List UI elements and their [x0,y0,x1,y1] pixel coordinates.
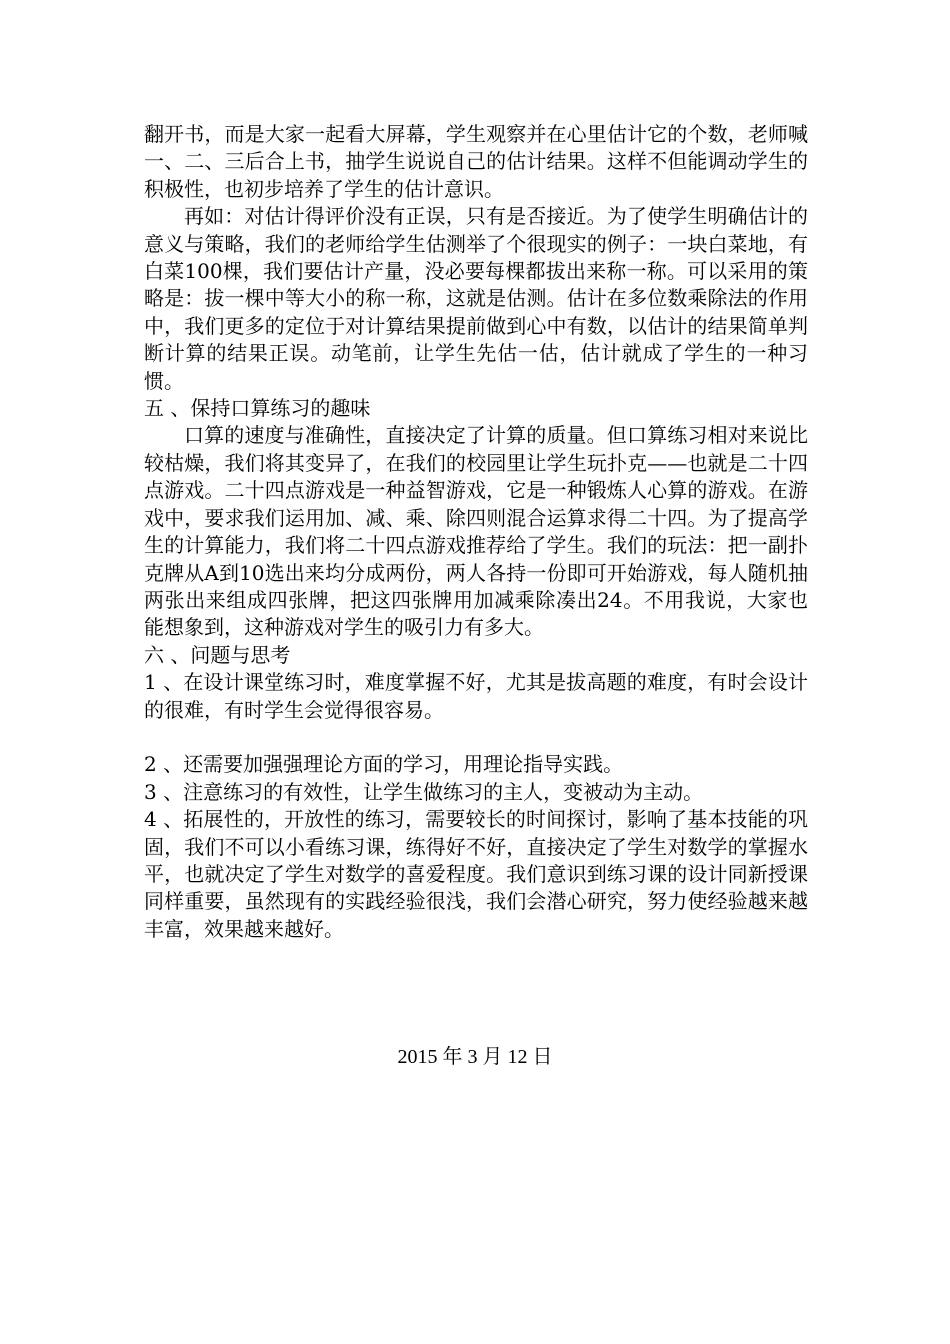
paragraph-estimation-strategy: 再如：对估计得评价没有正误，只有是否接近。为了使学生明确估计的意义与策略，我们的老师给学生估测举了个很现实的例子：一块白菜地，有白菜100棵，我们要估计产量，没必要每棵都拔出来称一称。可以采用的策略是：拔一棵中等大小的称一称，这就是估测。估计在多位数乘除法的作用中，我们更多的定位于对计算结果提前做到心中有数，以估计的结果简单判断计算的结果正误。动笔前，让学生先估一估，估计就成了学生的一种习惯。 [144,204,808,393]
list-item-2: 2 、还需要加强强理论方面的学习，用理论指导实践。 [144,752,624,777]
list-item-3: 3 、注意练习的有效性，让学生做练习的主人，变被动为主动。 [144,779,704,804]
list-item-4: 4 、拓展性的，开放性的练习，需要较长的时间探讨，影响了基本技能的巩固，我们不可以小看练习课，练得好不好，直接决定了学生对数学的掌握水平，也就决定了学生对数学的喜爱程度。我们意识到练习课的设计同新授课同样重要，虽然现有的实践经验很浅，我们会潜心研究，努力使经验越来越丰富，效果越来越好。 [144,807,808,941]
blank-line [144,724,808,751]
paragraph-oral-arithmetic: 口算的速度与准确性，直接决定了计算的质量。但口算练习相对来说比较枯燥，我们将其变异了，在我们的校园里让学生玩扑克——也就是二十四点游戏。二十四点游戏是一种益智游戏，它是一种锻炼人心算的游戏。在游戏中，要求我们运用加、减、乘、除四则混合运算求得二十四。为了提高学生的计算能力，我们将二十四点游戏推荐给了学生。我们的玩法：把一副扑克牌从A到10选出来均分成两份，两人各持一份即可开始游戏，每人随机抽两张出来组成四张牌，把这四张牌用加减乘除凑出24。不用我说，大家也能想象到，这种游戏对学生的吸引力有多大。 [144,423,808,640]
section-heading-5: 五 、保持口算练习的趣味 [144,396,371,421]
list-item-1: 1 、在设计课堂练习时，难度掌握不好，尤其是拔高题的难度，有时会设计的很难，有时学生会觉得很容易。 [144,670,808,722]
document-date: 2015 年 3 月 12 日 [397,1046,553,1068]
paragraph-continuation: 翻开书，而是大家一起看大屏幕，学生观察并在心里估计它的个数，老师喊一、二、三后合上书，抽学生说说自己的估计结果。这样不但能调动学生的积极性，也初步培养了学生的估计意识。 [144,122,808,201]
document-body [144,121,808,943]
section-heading-6: 六 、问题与思考 [144,642,291,667]
